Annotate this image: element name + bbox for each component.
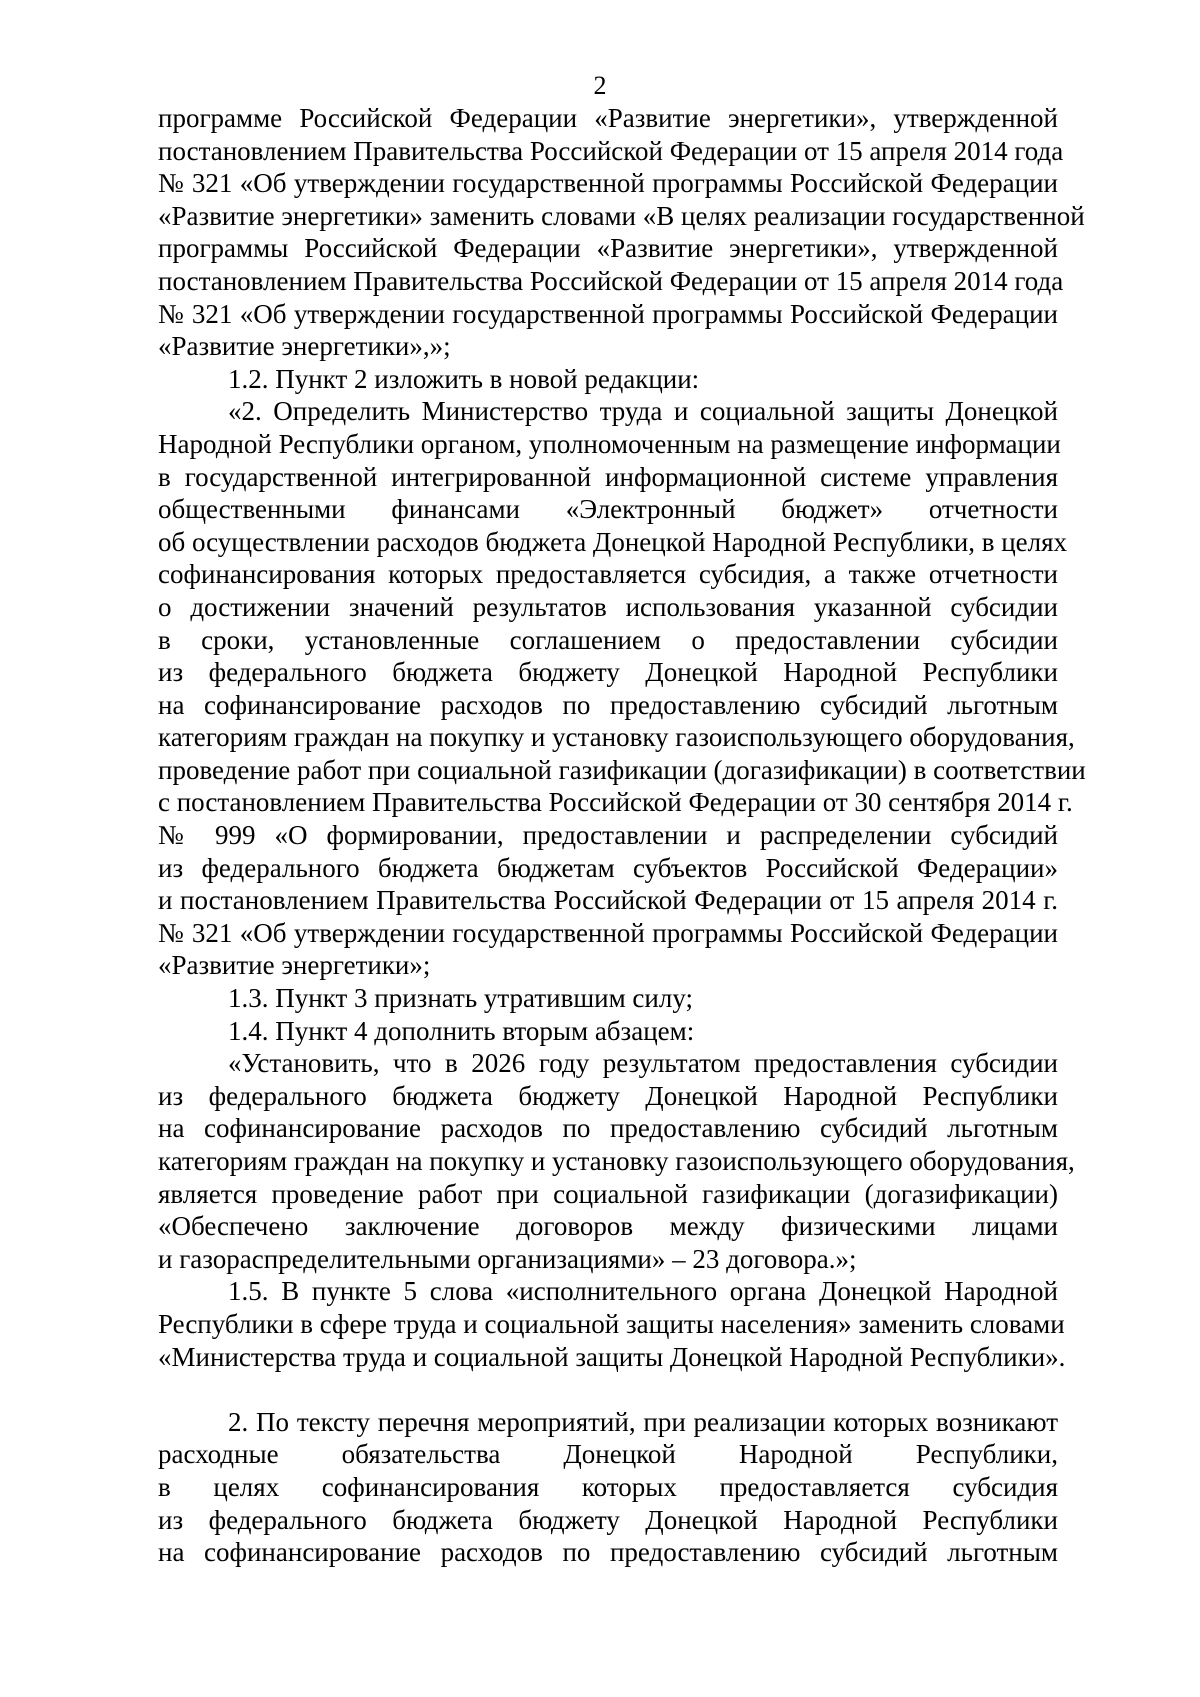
- text-line: и постановлением Правительства Российской Федерации от 15 апреля 2014 г.: [158, 885, 1058, 916]
- text-line: является проведение работ при социальной газификации (догазификации): [158, 1178, 1058, 1209]
- text-line: 1.5. В пункте 5 слова «исполнительного органа Донецкой Народной: [228, 1276, 1058, 1307]
- paragraph-gap: [158, 1373, 1058, 1406]
- text-line: программы Российской Федерации «Развитие энергетики», утвержденной: [158, 233, 1058, 264]
- text-line: 1.4. Пункт 4 дополнить вторым абзацем:: [228, 1015, 695, 1046]
- text-line: Республики в сфере труда и социальной защиты населения» заменить словами: [158, 1308, 1065, 1339]
- text-line: программе Российской Федерации «Развитие энергетики», утвержденной: [158, 103, 1058, 133]
- text-line: из федерального бюджета бюджету Донецкой Народной Республики: [158, 1504, 1058, 1535]
- text-line: № 999 «О формировании, предоставлении и распределении субсидий: [158, 820, 1058, 851]
- text-line: 1.3. Пункт 3 признать утратившим силу;: [228, 983, 693, 1014]
- text-line: постановлением Правительства Российской Федерации от 15 апреля 2014 года: [158, 135, 1064, 166]
- text-line: на софинансирование расходов по предоставлению субсидий льготным: [158, 1113, 1058, 1144]
- text-line: «Министерства труда и социальной защиты Донецкой Народной Республики».: [158, 1341, 1066, 1372]
- text-line: постановлением Правительства Российской Федерации от 15 апреля 2014 года: [158, 265, 1064, 296]
- text-line: из федерального бюджета бюджету Донецкой Народной Республики: [158, 1080, 1058, 1111]
- text-line: в целях софинансирования которых предоставляется субсидия: [158, 1471, 1058, 1502]
- text-line: софинансирования которых предоставляется субсидия, а также отчетности: [158, 559, 1058, 590]
- text-line: № 321 «Об утверждении государственной программы Российской Федерации: [158, 917, 1058, 948]
- text-line: проведение работ при социальной газификации (догазификации) в соответствии: [158, 754, 1086, 785]
- page-number: 2: [593, 71, 607, 100]
- text-line: категориям граждан на покупку и установку газоиспользующего оборудования,: [158, 722, 1075, 753]
- text-line: № 321 «Об утверждении государственной программы Российской Федерации: [158, 168, 1058, 199]
- text-line: 2. По тексту перечня мероприятий, при реализации которых возникают: [228, 1406, 1058, 1437]
- text-line: 1.2. Пункт 2 изложить в новой редакции:: [228, 363, 700, 394]
- text-line: «Развитие энергетики»;: [158, 950, 431, 981]
- text-line: общественными финансами «Электронный бюджет» отчетности: [158, 494, 1058, 525]
- text-line: категориям граждан на покупку и установку газоиспользующего оборудования,: [158, 1146, 1075, 1176]
- text-line: «Установить, что в 2026 году результатом предоставления субсидии: [228, 1048, 1058, 1079]
- document-body: [158, 102, 1086, 1569]
- text-line: «2. Определить Министерство труда и социальной защиты Донецкой: [228, 396, 1058, 427]
- text-line: об осуществлении расходов бюджета Донецкой Народной Республики, в целях: [158, 526, 1068, 557]
- text-line: Народной Республики органом, уполномоченным на размещение информации: [158, 428, 1061, 459]
- text-line: «Развитие энергетики»,»;: [158, 331, 451, 362]
- text-line: на софинансирование расходов по предоставлению субсидий льготным: [158, 1537, 1058, 1568]
- text-line: с постановлением Правительства Российской Федерации от 30 сентября 2014 г.: [158, 787, 1073, 818]
- text-line: из федерального бюджета бюджету Донецкой Народной Республики: [158, 657, 1058, 688]
- text-line: «Развитие энергетики» заменить словами «В целях реализации государственной: [158, 200, 1085, 231]
- text-line: на софинансирование расходов по предоставлению субсидий льготным: [158, 689, 1058, 720]
- text-line: и газораспределительными организациями» – 23 договора.»;: [158, 1243, 857, 1274]
- text-line: из федерального бюджета бюджетам субъектов Российской Федерации»: [158, 852, 1058, 883]
- text-line: расходные обязательства Донецкой Народной Республики,: [158, 1439, 1058, 1470]
- text-line: № 321 «Об утверждении государственной программы Российской Федерации: [158, 298, 1058, 329]
- text-line: «Обеспечено заключение договоров между физическими лицами: [158, 1211, 1058, 1242]
- text-line: в сроки, установленные соглашением о предоставлении субсидии: [158, 624, 1058, 655]
- text-line: о достижении значений результатов использования указанной субсидии: [158, 591, 1058, 622]
- text-line: в государственной интегрированной информационной системе управления: [158, 461, 1058, 492]
